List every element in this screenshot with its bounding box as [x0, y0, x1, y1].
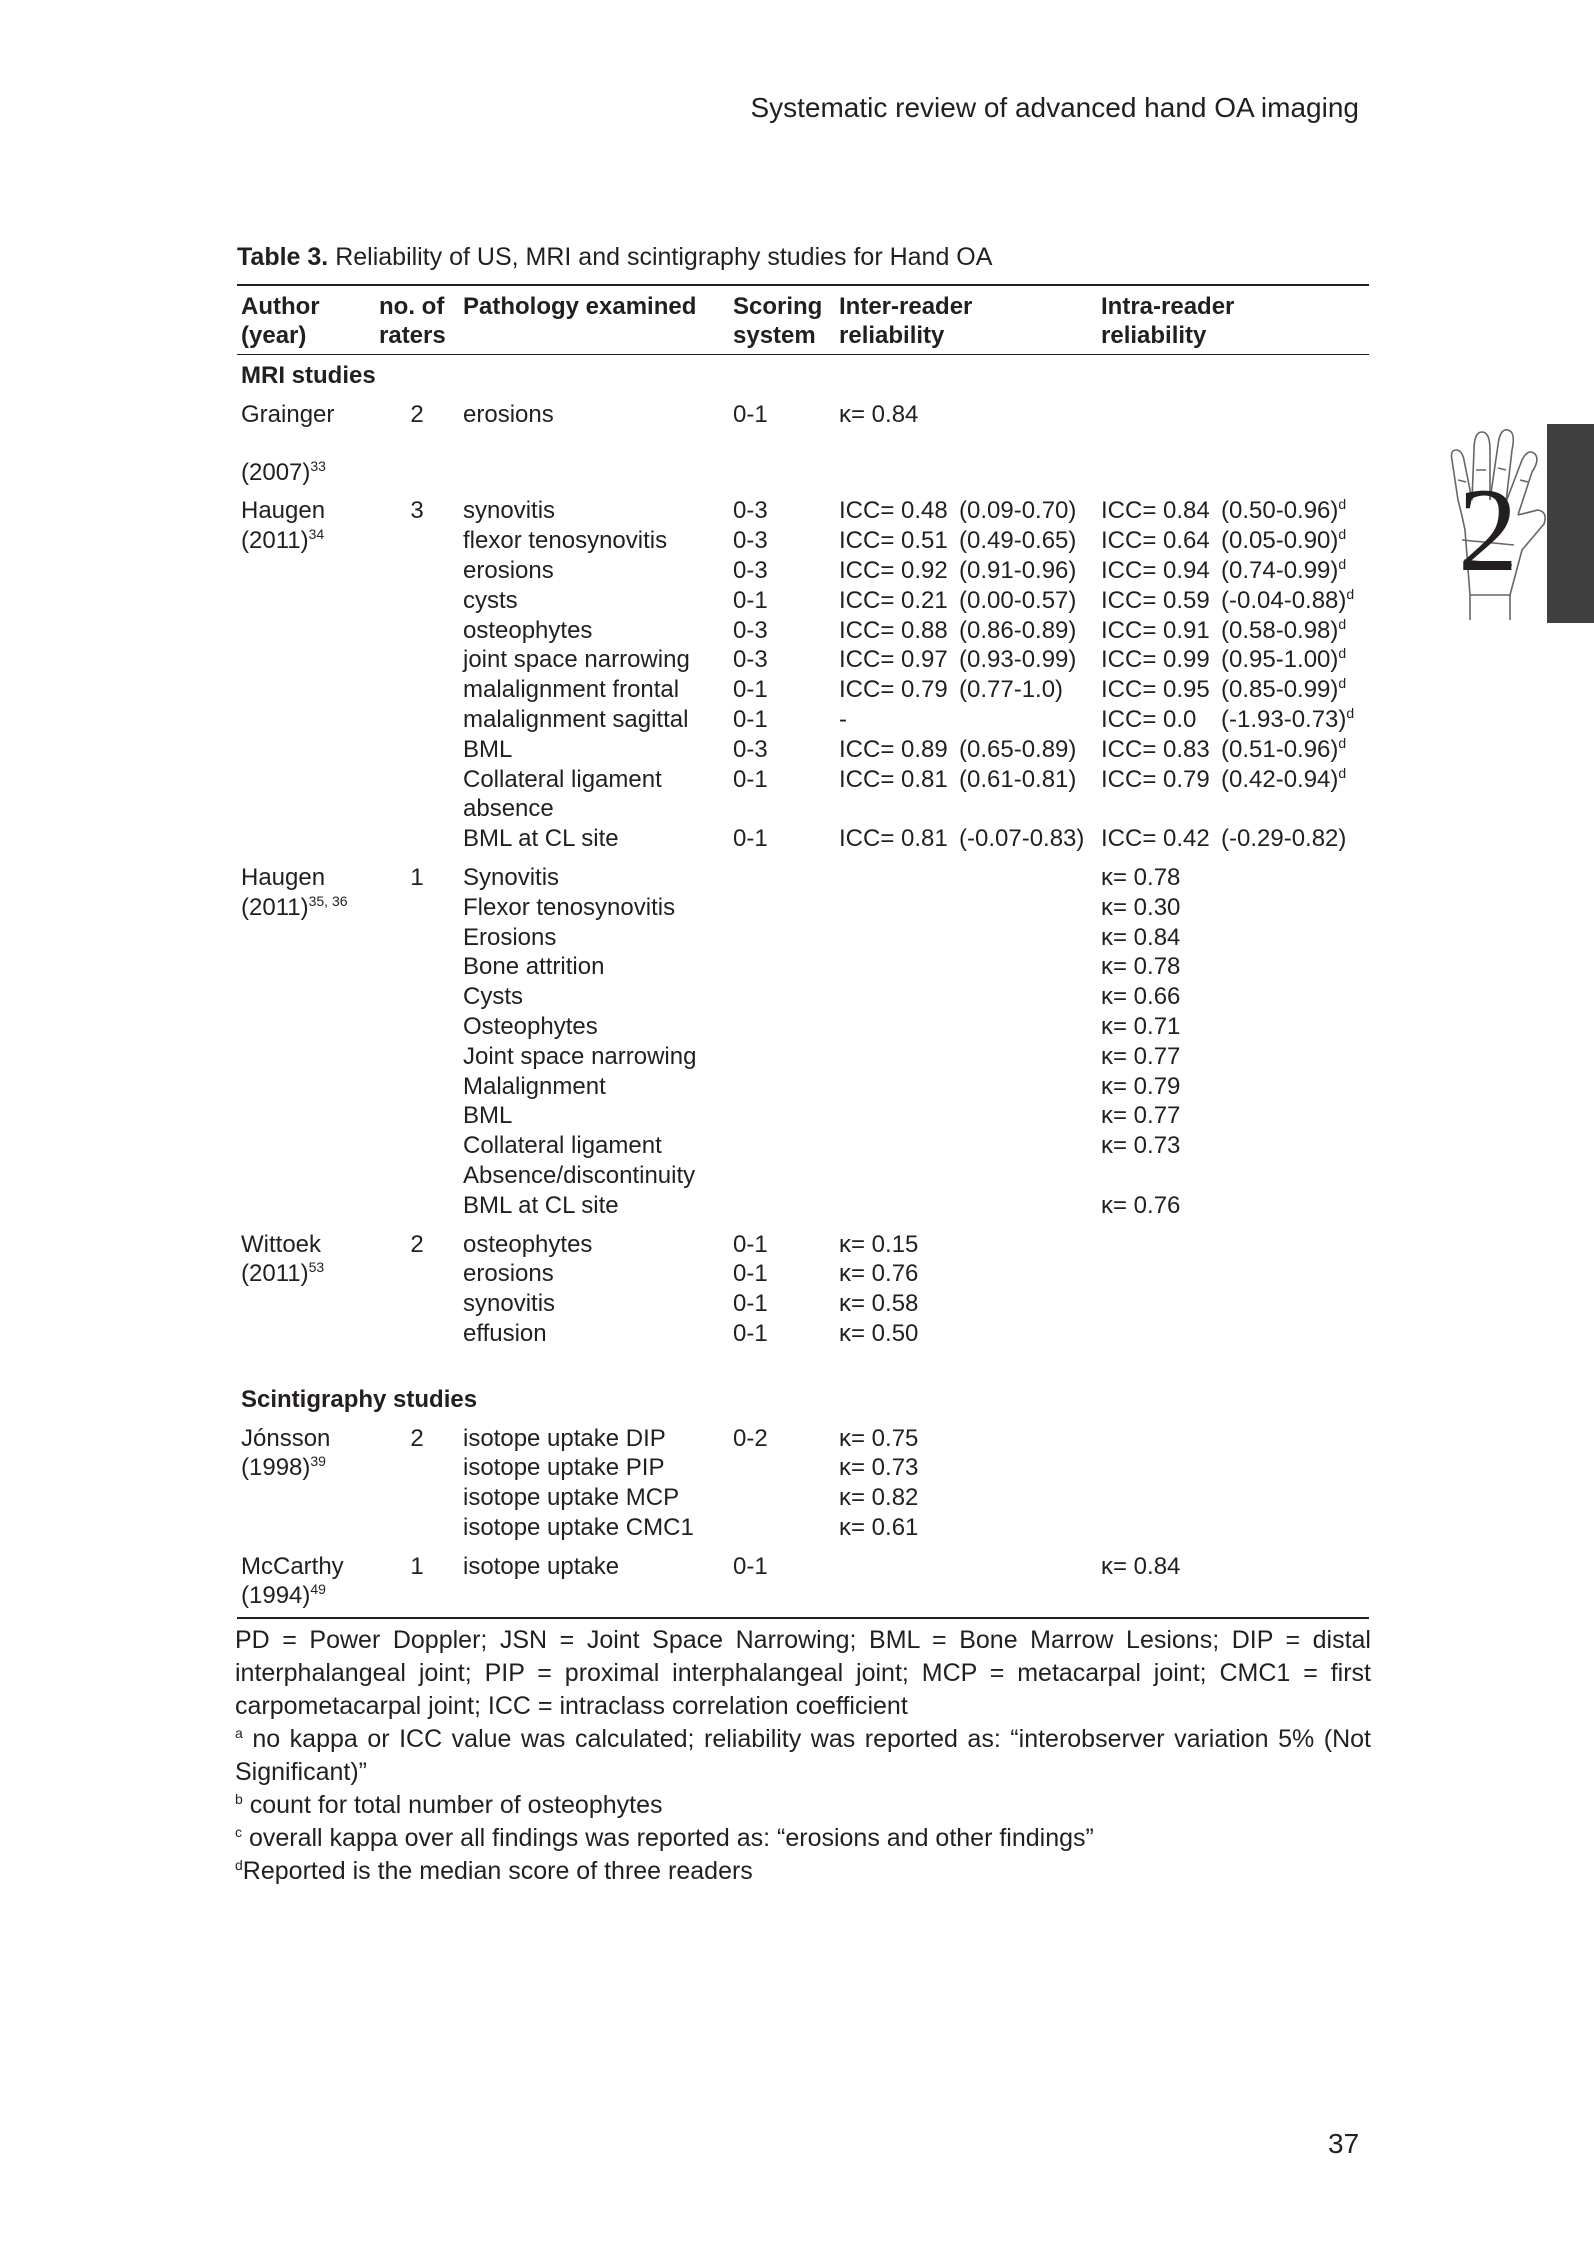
table-row: Haugen 1 Synovitis κ= 0.78 [241, 863, 1181, 891]
page-number: 37 [1328, 2128, 1360, 2159]
section-scintigraphy: Scintigraphy studies [241, 1385, 478, 1413]
table-row: Collateral ligament κ= 0.73 [463, 1132, 1181, 1160]
table-row: osteophytes 0-3 ICC= 0.88 (0.86-0.89) ICC= 0.91 $(0.58-0.98)^d$ [463, 615, 1347, 644]
study-jonsson [237, 1415, 1369, 1543]
chapter-number: 2 [1458, 463, 1518, 596]
running-head: Systematic review of advanced hand OA imaging [750, 92, 1359, 123]
table-row: $(2011)^{53}$ erosions 0-1 κ= 0.76 [241, 1259, 919, 1288]
table-row: BML at CL site κ= 0.76 [463, 1191, 1181, 1219]
table-row: Joint space narrowing κ= 0.77 [463, 1042, 1181, 1070]
table-row: Cysts κ= 0.66 [463, 983, 1181, 1011]
table-row: $(1994)^{49}$ [241, 1581, 326, 1610]
chapter-tab [1547, 424, 1594, 623]
table-row: isotope uptake MCP κ= 0.82 [463, 1484, 919, 1512]
table-row: $(2011)^{34}$ flexor tenosynovitis 0-3 ICC= 0.51 (0.49-0.65) ICC= 0.64 $(0.05-0.90)^d$ [241, 526, 1347, 555]
table-row: Collateral ligament 0-1 ICC= 0.81 (0.61-0.81) ICC= 0.79 $(0.42-0.94)^d$ [463, 764, 1347, 793]
footnote-b: $^b$ count for total number of osteophytes [235, 1791, 663, 1819]
table-caption: Table 3. Reliability of US, MRI and scintigraphy studies for Hand OA [237, 243, 993, 271]
table-row: $(2007)^{33}$ [241, 457, 326, 486]
table-row: BML 0-3 ICC= 0.89 (0.65-0.89) ICC= 0.83 $(0.51-0.96)^d$ [463, 734, 1347, 763]
col-author: Author (year) [241, 293, 320, 349]
table-row: $(2011)^{35, 36}$ Flexor tenosynovitis κ= 0.30 [241, 892, 1181, 921]
footnote-abbreviations: PD = Power Doppler; JSN = Joint Space Narrowing; BML = Bone Marrow Lesions; DIP = distal interphalangeal joint; PIP = proximal interphalangeal joint; MCP = metacarpal joint; CMC1 = first carpometacarpal joint; ICC = intraclass correlation coefficient [235, 1626, 1371, 1720]
table-header [237, 285, 1369, 355]
table-row: BML κ= 0.77 [463, 1102, 1181, 1130]
table-row: cysts 0-1 ICC= 0.21 (0.00-0.57) ICC= 0.59 $(-0.04-0.88)^d$ [463, 585, 1355, 614]
table-row: Haugen 3 synovitis 0-3 ICC= 0.48 (0.09-0.70) ICC= 0.84 $(0.50-0.96)^d$ [241, 496, 1347, 525]
col-raters: no. of raters [379, 293, 446, 349]
table-row: erosions 0-3 ICC= 0.92 (0.91-0.96) ICC= 0.94 $(0.74-0.99)^d$ [463, 555, 1347, 584]
table-row: Malalignment κ= 0.79 [463, 1072, 1181, 1100]
table-row: joint space narrowing 0-3 ICC= 0.97 (0.93-0.99) ICC= 0.99 $(0.95-1.00)^d$ [463, 645, 1347, 674]
table-row: Osteophytes κ= 0.71 [463, 1012, 1181, 1040]
study-haugen-34 [237, 487, 1369, 854]
study-mccarthy [237, 1543, 1369, 1619]
hand-skeleton-chapter-icon [1440, 420, 1550, 625]
table-row: $(1998)^{39}$ isotope uptake PIP κ= 0.73 [241, 1453, 919, 1482]
study-wittoek [237, 1221, 1369, 1349]
table-row: Grainger 2 erosions 0-1 κ= 0.84 [241, 400, 919, 428]
table-row: BML at CL site 0-1 ICC= 0.81 (-0.07-0.83) ICC= 0.42 (-0.29-0.82) [463, 825, 1347, 853]
table-row: malalignment frontal 0-1 ICC= 0.79 (0.77-1.0) ICC= 0.95 $(0.85-0.99)^d$ [463, 675, 1347, 704]
col-pathology: Pathology examined [463, 293, 697, 320]
table-row: McCarthy 1 isotope uptake 0-1 κ= 0.84 [241, 1552, 1181, 1580]
table-row: malalignment sagittal 0-1 - ICC= 0.0 $(-1.93-0.73)^d$ [463, 704, 1355, 733]
table-row: synovitis 0-1 κ= 0.58 [463, 1290, 919, 1318]
table-row: Bone attrition κ= 0.78 [463, 953, 1181, 981]
col-inter: Inter-reader reliability [839, 293, 973, 349]
col-scoring: Scoring system [733, 293, 823, 349]
table-row: isotope uptake CMC1 κ= 0.61 [463, 1513, 919, 1541]
table-row: absence [463, 795, 554, 823]
table-footnotes [235, 1624, 1371, 1888]
reliability-table [237, 243, 1369, 1619]
section-mri: MRI studies [241, 362, 376, 389]
study-haugen-35-36 [237, 854, 1369, 1221]
study-grainger [237, 391, 1369, 488]
table-row: Absence/discontinuity [463, 1161, 696, 1189]
table-row: Erosions κ= 0.84 [463, 923, 1181, 951]
table-row: Wittoek 2 osteophytes 0-1 κ= 0.15 [241, 1230, 919, 1258]
footnote-c: $^c$ overall kappa over all findings was reported as: “erosions and other findings” [235, 1824, 1094, 1852]
table-row: Jónsson 2 isotope uptake DIP 0-2 κ= 0.75 [241, 1424, 919, 1452]
footnote-a: $^a$ no kappa or ICC value was calculated; reliability was reported as: “interobserver variation 5% (Not Significant)” [235, 1725, 1371, 1786]
col-intra: Intra-reader reliability [1101, 293, 1235, 349]
table-row: effusion 0-1 κ= 0.50 [463, 1319, 919, 1347]
footnote-d: $^d$Reported is the median score of three readers [235, 1857, 753, 1885]
